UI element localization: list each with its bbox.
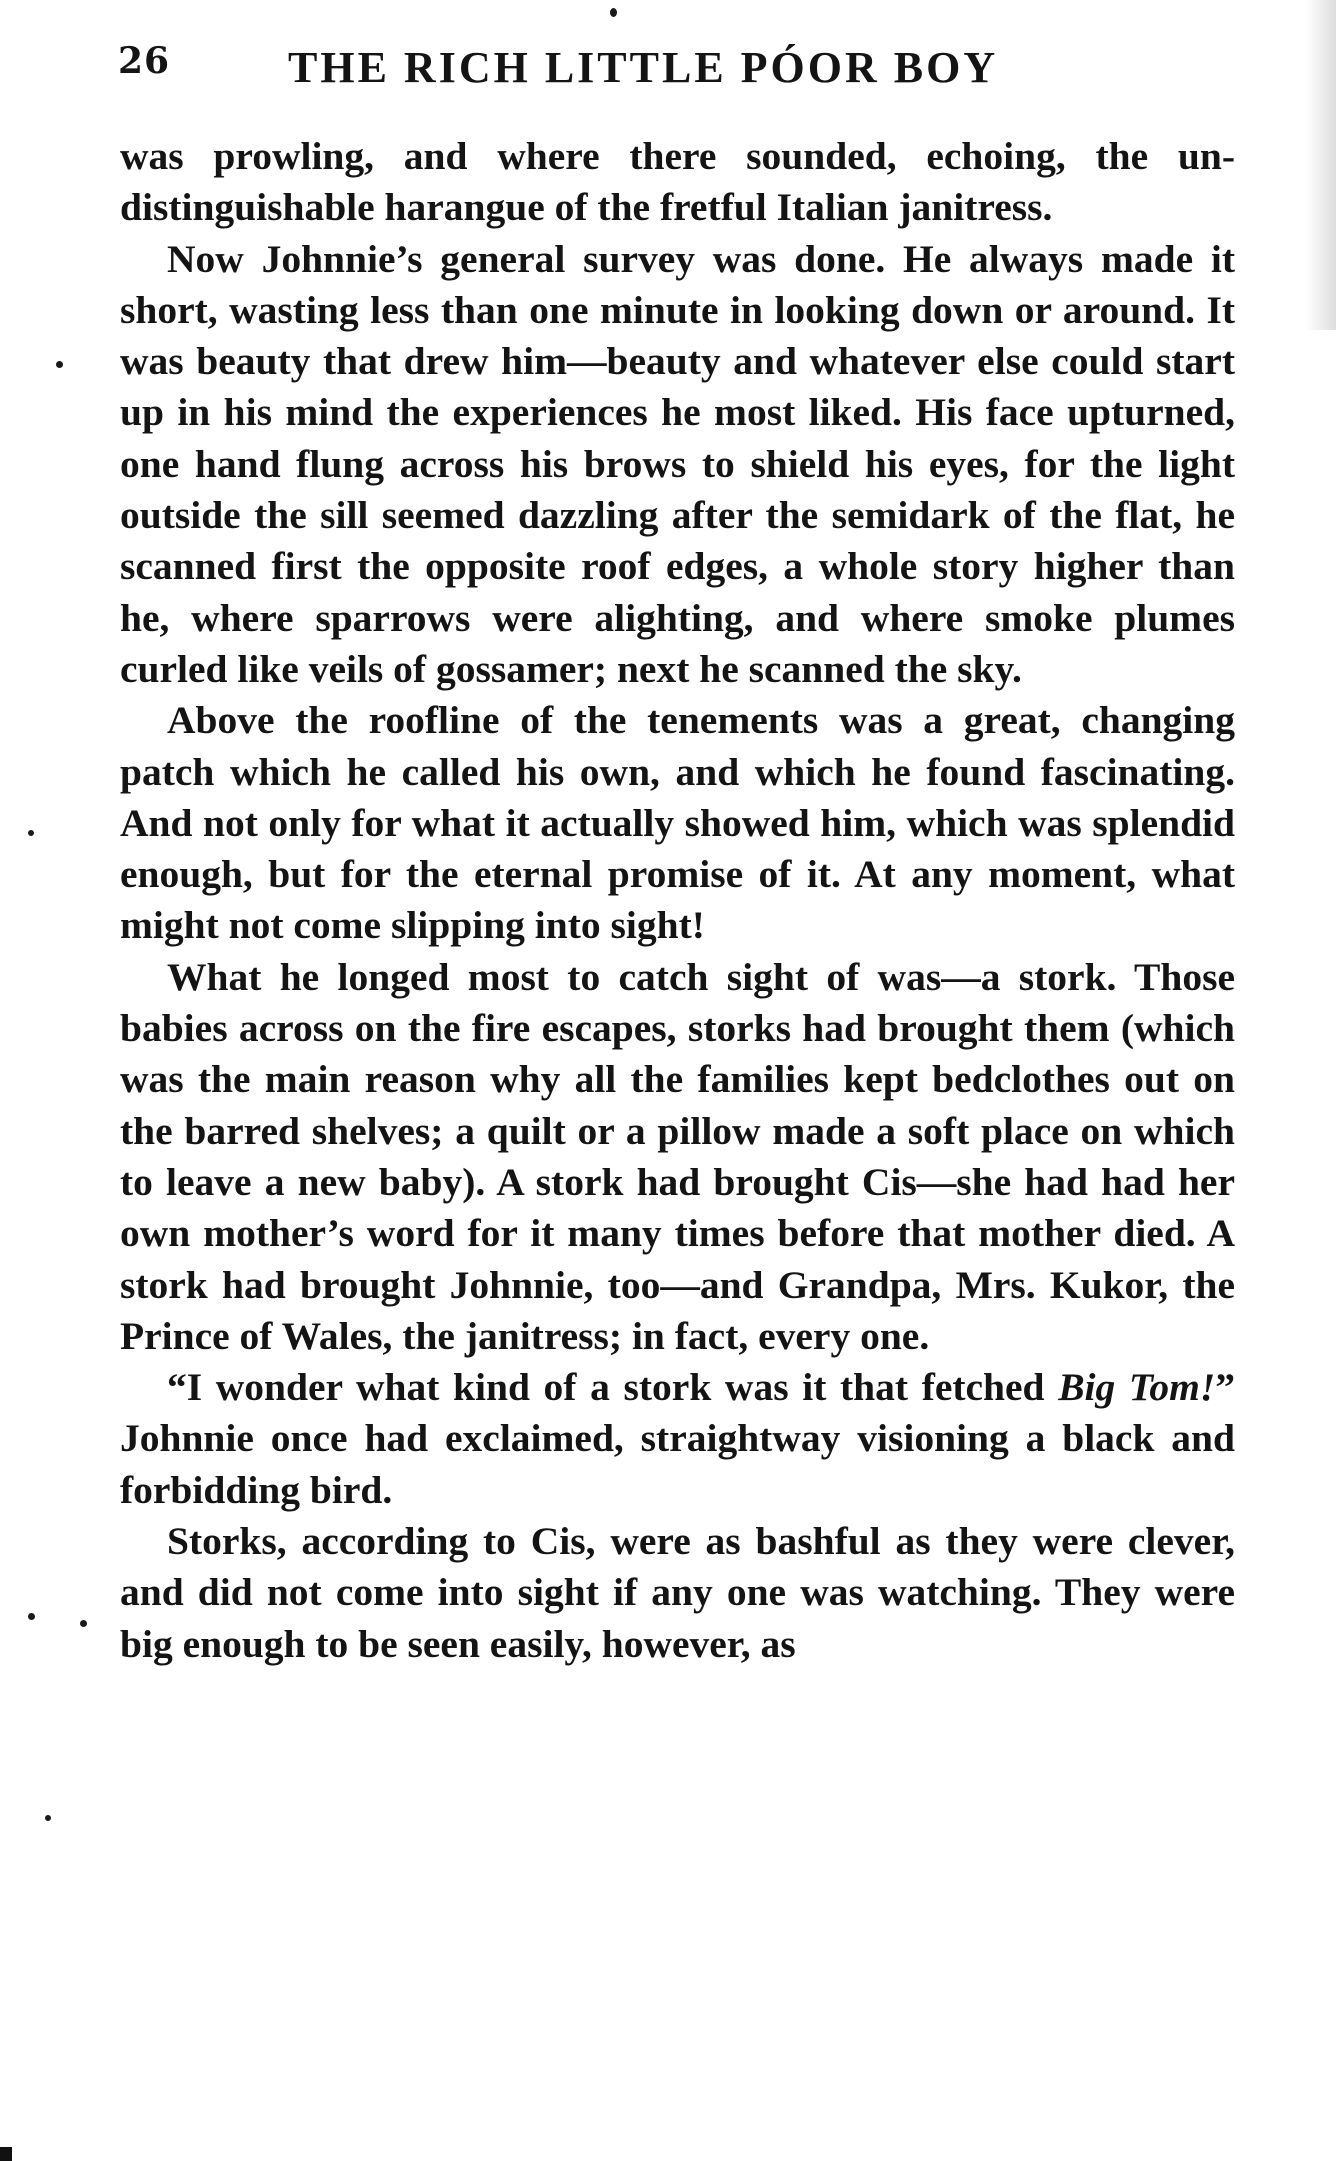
page-body — [120, 131, 1235, 1670]
paragraph-continued: was prowling, and where there sounded, echoing, the undistinguishable harangue of the fretful Italian janitress. — [120, 134, 1235, 230]
quote-text-after: ” Johnnie once had exclaimed, straightway visioning a black and forbidding bird. — [120, 1365, 1236, 1512]
scan-speck — [28, 1613, 35, 1620]
scan-speck — [45, 1815, 51, 1821]
paragraph-quote — [120, 1362, 1235, 1516]
paragraph: Above the roofline of the tenements was a great, changing patch which he called his own, and which he found fascinating. And not only for what it actually showed him, which was splendid enough, but for the eternal promise of it. At any moment, what might not come slipping into sight! — [120, 698, 1235, 948]
page-number: 26 — [118, 40, 171, 82]
scan-speck — [610, 8, 617, 17]
paragraph: Now Johnnie’s general survey was done. He always made it short, wasting less than one minute in looking down or around. It was beauty that drew him—beauty and whatever else could start up in his mind the experiences he most liked. His face upturned, one hand flung across his brows to shield his eyes, for the light outside the sill seemed dazzling after the semidark of the flat, he scanned first the opposite roof edges, a whole story higher than he, where sparrows were alighting, and where smoke plumes curled like veils of gossamer; next he scanned the sky. — [120, 236, 1235, 691]
running-header — [118, 40, 1248, 96]
paragraph: Storks, according to Cis, were as bashful as they were clever, and did not come into sight if any one was watching. They were big enough to be seen easily, however, as — [120, 1519, 1235, 1666]
scan-speck — [56, 361, 63, 368]
scan-speck — [80, 1620, 87, 1627]
scan-corner-mark — [0, 2147, 12, 2161]
quote-text-before: “I wonder what kind of a stork was it that fetched — [167, 1365, 1059, 1410]
paragraph: What he longed most to catch sight of was—a stork. Those babies across on the fire escapes, storks had brought them (which was the main reason why all the families kept bedclothes out on the barred shelves; a quilt or a pillow made a soft place on which to leave a new baby). A stork had brought Cis—she had had her own mother’s word for it many times before that mother died. A stork had brought Johnnie, too—and Grandpa, Mrs. Kukor, the Prince of Wales, the janitress; in fact, every one. — [120, 954, 1235, 1358]
running-head-title: THE RICH LITTLE PÓOR BOY — [288, 43, 999, 92]
scan-speck — [28, 830, 34, 836]
emphasized-name: Big Tom! — [1058, 1365, 1216, 1410]
scan-edge-shadow — [1306, 0, 1336, 330]
